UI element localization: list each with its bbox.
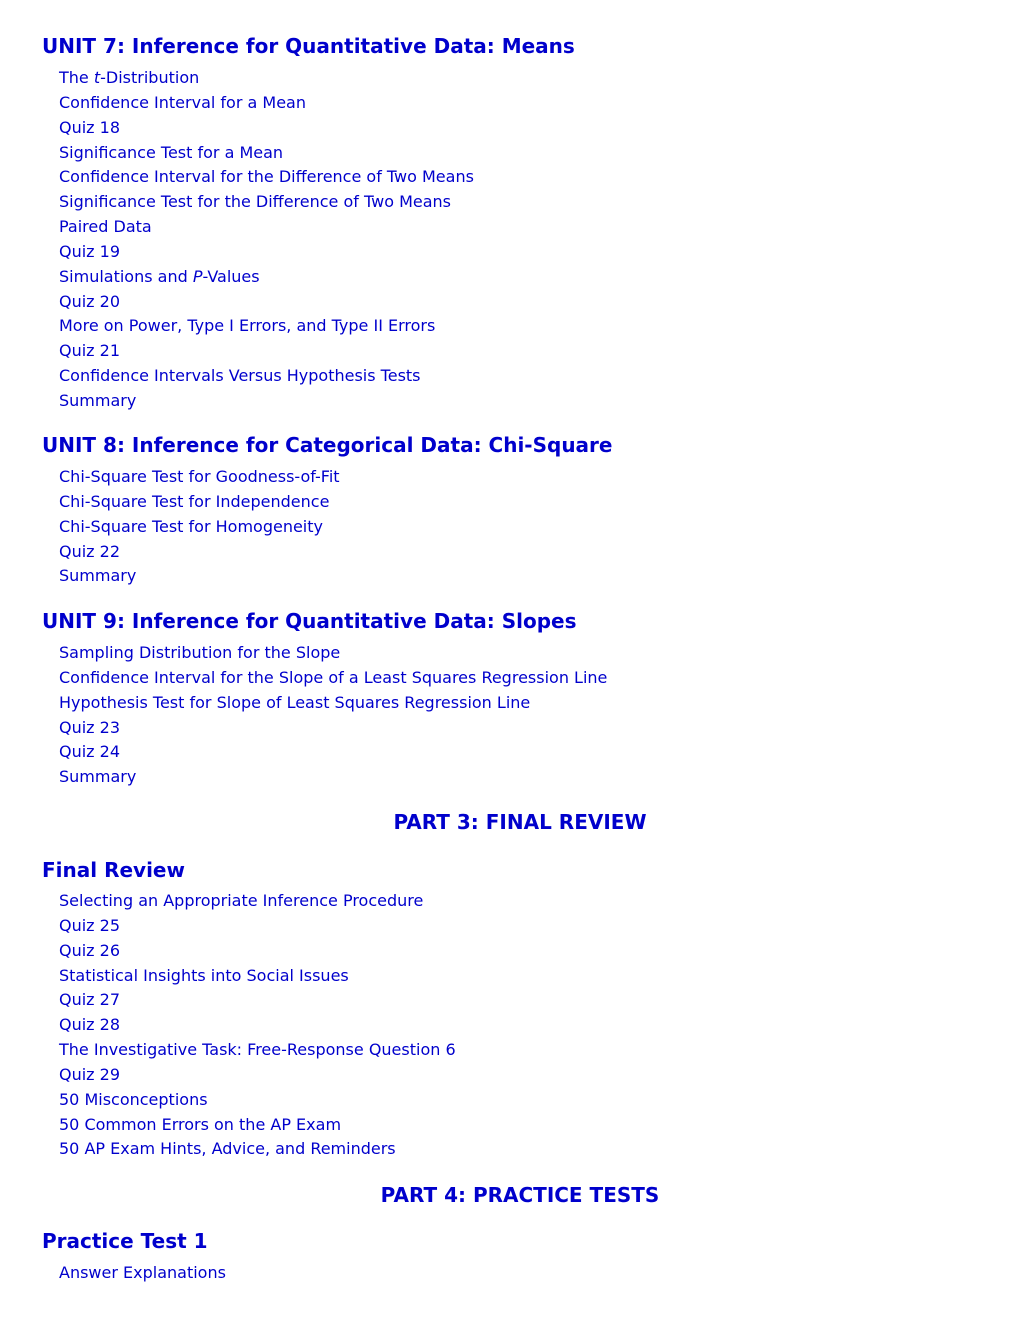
toc-entry[interactable]: Quiz 28 <box>59 1015 121 1035</box>
toc-entry[interactable]: Hypothesis Test for Slope of Least Squares Regression Line <box>59 692 531 712</box>
toc-entry[interactable]: Summary <box>59 767 137 787</box>
toc-entry[interactable]: Confidence Intervals Versus Hypothesis Tests <box>59 366 421 386</box>
toc-entry[interactable]: Quiz 23 <box>59 717 121 737</box>
unit-9-heading[interactable]: UNIT 9: Inference for Quantitative Data: Slopes <box>42 609 577 633</box>
toc-entry[interactable]: The Investigative Task: Free-Response Question 6 <box>59 1040 456 1060</box>
toc-entry[interactable]: Summary <box>59 390 137 410</box>
toc-entry[interactable]: Paired Data <box>59 217 152 237</box>
toc-entry[interactable]: Quiz 27 <box>59 990 121 1010</box>
toc-entry[interactable]: Quiz 24 <box>59 742 121 762</box>
toc-entry[interactable]: Quiz 25 <box>59 915 121 935</box>
toc-entry[interactable]: Confidence Interval for a Mean <box>59 92 306 112</box>
toc-entry[interactable]: Significance Test for the Difference of Two Means <box>59 192 452 212</box>
unit-7-heading[interactable]: UNIT 7: Inference for Quantitative Data: Means <box>42 34 575 58</box>
toc-entry[interactable]: Selecting an Appropriate Inference Procedure <box>59 891 424 910</box>
unit-8-entries <box>59 465 340 589</box>
toc-entry[interactable]: Chi-Square Test for Goodness-of-Fit <box>59 467 340 486</box>
final-review-entries <box>59 889 456 1162</box>
practice-test-1-entries <box>59 1261 226 1286</box>
final-review-heading[interactable]: Final Review <box>42 858 185 882</box>
unit-8-heading[interactable]: UNIT 8: Inference for Categorical Data: Chi-Square <box>42 433 613 457</box>
toc-entry[interactable]: Significance Test for a Mean <box>59 142 284 162</box>
practice-test-1-heading[interactable]: Practice Test 1 <box>42 1229 208 1253</box>
toc-entry[interactable]: Quiz 19 <box>59 241 121 261</box>
toc-entry[interactable]: Confidence Interval for the Difference of Two Means <box>59 167 474 187</box>
toc-entry[interactable]: 50 AP Exam Hints, Advice, and Reminders <box>59 1139 396 1159</box>
toc-entry[interactable]: Quiz 22 <box>59 541 121 561</box>
toc-entry[interactable]: Quiz 29 <box>59 1064 121 1084</box>
toc-entry[interactable]: 50 Common Errors on the AP Exam <box>59 1114 342 1134</box>
toc-entry[interactable]: Chi-Square Test for Independence <box>59 491 330 511</box>
toc-entry[interactable]: Quiz 26 <box>59 940 121 960</box>
toc-entry[interactable]: Confidence Interval for the Slope of a Least Squares Regression Line <box>59 667 608 687</box>
toc-entry[interactable]: Sampling Distribution for the Slope <box>59 643 341 662</box>
toc-entry[interactable]: The t-Distribution <box>59 68 200 87</box>
part-3-heading[interactable]: PART 3: FINAL REVIEW <box>393 810 647 834</box>
toc-entry[interactable]: Quiz 18 <box>59 117 121 137</box>
toc-entry[interactable]: Quiz 20 <box>59 291 121 311</box>
toc-entry[interactable]: Simulations and P-Values <box>59 266 260 286</box>
toc-entry[interactable]: Quiz 21 <box>59 341 121 361</box>
unit-7-entries <box>59 66 474 414</box>
toc-entry[interactable]: Answer Explanations <box>59 1263 226 1282</box>
toc-entry[interactable]: More on Power, Type I Errors, and Type II Errors <box>59 316 436 336</box>
part-4-heading[interactable]: PART 4: PRACTICE TESTS <box>380 1183 660 1207</box>
toc-entry[interactable]: Statistical Insights into Social Issues <box>59 965 349 985</box>
toc-entry[interactable]: 50 Misconceptions <box>59 1089 208 1109</box>
toc-entry[interactable]: Chi-Square Test for Homogeneity <box>59 516 323 536</box>
unit-9-entries <box>59 641 607 790</box>
toc-entry[interactable]: Summary <box>59 566 137 586</box>
